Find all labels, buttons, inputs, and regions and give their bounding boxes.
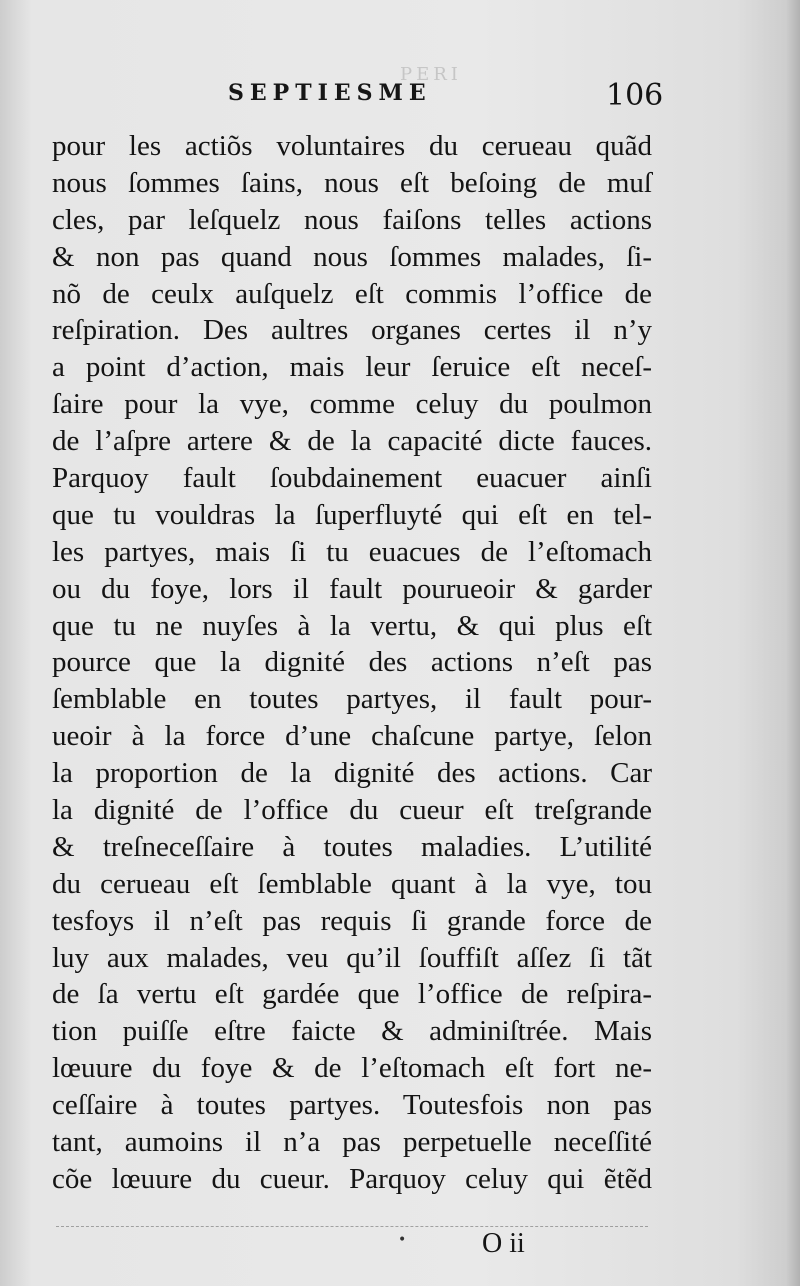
page-number: 106 [606, 78, 664, 113]
text-line: luy aux malades, veu qu’il ſouffiſt aſſez ſi tãt [52, 941, 652, 974]
text-line: la dignité de l’office du cueur eſt treſgrande [52, 794, 652, 827]
text-line: ſaire pour la vye, comme celuy du poulmon [52, 388, 652, 421]
text-line: du cerueau eſt ſemblable quant à la vye, tou [52, 867, 652, 900]
text-line: & treſneceſſaire à toutes maladies. L’utilité [52, 830, 652, 863]
text-line: de ſa vertu eſt gardée que l’office de reſpira- [52, 978, 652, 1011]
text-line: pour les actiõs voluntaires du cerueau quãd [52, 130, 652, 162]
text-line: que tu ne nuyſes à la vertu, & qui plus eſt [52, 609, 652, 642]
text-line: pource que la dignité des actions n’eſt pas [52, 646, 652, 679]
bottom-rule [56, 1226, 648, 1227]
text-line: a point d’action, mais leur ſeruice eſt neceſ- [52, 351, 652, 384]
show-through-text: PERI [400, 64, 462, 85]
text-line: lœuure du foye & de l’eſtomach eſt fort ne- [52, 1052, 652, 1085]
text-line: de l’aſpre artere & de la capacité dicte fauces. [52, 425, 652, 458]
text-line: ueoir à la force d’une chaſcune partye, ſelon [52, 720, 652, 753]
text-line: nous ſommes ſains, nous eſt beſoing de muſ [52, 166, 652, 199]
text-line: & non pas quand nous ſommes malades, ſi- [52, 240, 652, 273]
text-line: les partyes, mais ſi tu euacues de l’eſtomach [52, 535, 652, 568]
text-line: tion puiſſe eſtre faicte & adminiſtrée. Mais [52, 1015, 652, 1048]
page-edge-shadow [786, 0, 800, 1286]
text-line: tant, aumoins il n’a pas perpetuelle neceſſité [52, 1126, 652, 1159]
text-line: ſemblable en toutes partyes, il fault pour- [52, 683, 652, 716]
footer-dot: • [398, 1232, 407, 1248]
text-line: reſpiration. Des aultres organes certes il n’y [52, 314, 652, 347]
text-line: cles, par leſquelz nous faiſons telles actions [52, 203, 652, 236]
running-head: SEPTIESME [228, 80, 432, 106]
signature-mark: O ii [482, 1228, 525, 1259]
text-line: tesfoys il n’eſt pas requis ſi grande force de [52, 904, 652, 937]
text-line: ceſſaire à toutes partyes. Toutesfois non pas [52, 1089, 652, 1122]
text-line: ou du foye, lors il fault pourueoir & garder [52, 572, 652, 605]
text-line: cõe lœuure du cueur. Parquoy celuy qui ẽtẽd [52, 1162, 652, 1195]
text-line: Parquoy fault ſoubdainement euacuer ainſi [52, 462, 652, 495]
text-line: que tu vouldras la ſuperfluyté qui eſt en tel- [52, 498, 652, 531]
text-line: la proportion de la dignité des actions. Car [52, 757, 652, 790]
text-line: nõ de ceulx auſquelz eſt commis l’office de [52, 277, 652, 310]
body-text [52, 128, 652, 1198]
